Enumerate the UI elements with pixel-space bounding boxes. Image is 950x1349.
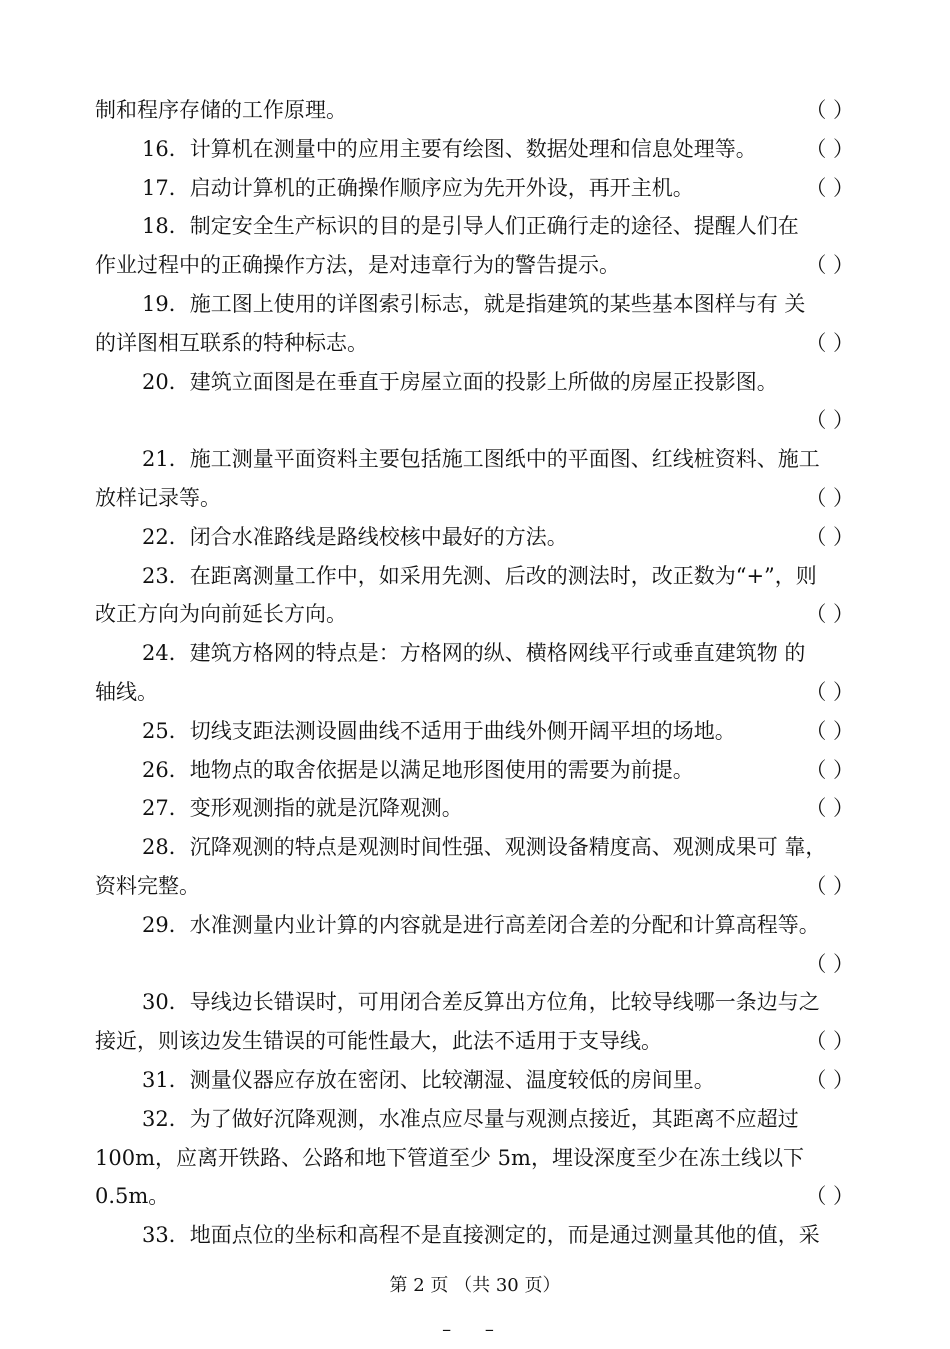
document-line	[95, 251, 860, 279]
answer-parenthesis: （ ）	[805, 680, 854, 704]
document-line	[95, 212, 860, 240]
answer-parenthesis: （ ）	[805, 253, 854, 277]
document-line	[95, 833, 860, 861]
document-line	[95, 717, 860, 745]
document-line	[95, 135, 860, 163]
document-line	[95, 756, 860, 784]
answer-parenthesis: （ ）	[805, 719, 854, 743]
line-text: 18．制定安全生产标识的目的是引导人们正确行走的途径、提醒人们在	[142, 214, 799, 238]
document-line	[95, 600, 860, 628]
line-text: 29．水准测量内业计算的内容就是进行高差闭合差的分配和计算高程等。	[142, 913, 820, 937]
document-line	[95, 1144, 860, 1172]
document-line	[95, 678, 860, 706]
answer-parenthesis: （ ）	[805, 602, 854, 626]
line-text: 27．变形观测指的就是沉降观测。	[142, 796, 463, 820]
answer-parenthesis: （ ）	[805, 408, 854, 432]
document-line	[95, 523, 860, 551]
line-text: 放样记录等。	[95, 486, 221, 510]
line-text: 接近，则该边发生错误的可能性最大，此法不适用于支导线。	[95, 1029, 662, 1053]
document-line	[95, 1105, 860, 1133]
document-line	[95, 639, 860, 667]
line-text: 制和程序存储的工作原理。	[95, 98, 347, 122]
document-line	[95, 1066, 860, 1094]
answer-parenthesis: （ ）	[805, 1184, 854, 1208]
line-text: 作业过程中的正确操作方法，是对违章行为的警告提示。	[95, 253, 620, 277]
document-line	[95, 794, 860, 822]
document-line	[95, 911, 860, 939]
answer-parenthesis: （ ）	[805, 98, 854, 122]
bottom-marks: – –	[442, 1319, 508, 1340]
answer-parenthesis: （ ）	[805, 874, 854, 898]
line-text: 资料完整。	[95, 874, 200, 898]
line-text: 19．施工图上使用的详图索引标志，就是指建筑的某些基本图样与有 关	[142, 292, 806, 316]
line-text: 16．计算机在测量中的应用主要有绘图、数据处理和信息处理等。	[142, 137, 757, 161]
line-text: 32．为了做好沉降观测，水准点应尽量与观测点接近，其距离不应超过	[142, 1107, 799, 1131]
document-line	[95, 290, 860, 318]
answer-parenthesis: （ ）	[805, 1068, 854, 1092]
document-line	[95, 484, 860, 512]
answer-parenthesis: （ ）	[805, 952, 854, 976]
line-text: 28．沉降观测的特点是观测时间性强、观测设备精度高、观测成果可 靠，	[142, 835, 827, 859]
answer-parenthesis: （ ）	[805, 137, 854, 161]
document-line	[95, 1221, 860, 1249]
line-text: 23．在距离测量工作中，如采用先测、后改的测法时，改正数为“+”，则	[142, 564, 817, 588]
line-text: 25．切线支距法测设圆曲线不适用于曲线外侧开阔平坦的场地。	[142, 719, 736, 743]
line-text: 33．地面点位的坐标和高程不是直接测定的，而是通过测量其他的值，采	[142, 1223, 820, 1247]
line-text: 100m，应离开铁路、公路和地下管道至少 5m，埋设深度至少在冻土线以下	[95, 1146, 804, 1170]
answer-parenthesis: （ ）	[805, 1029, 854, 1053]
document-line	[95, 562, 860, 590]
line-text: 26．地物点的取舍依据是以满足地形图使用的需要为前提。	[142, 758, 694, 782]
answer-parenthesis: （ ）	[805, 758, 854, 782]
line-text: 24．建筑方格网的特点是：方格网的纵、横格网线平行或垂直建筑物 的	[142, 641, 806, 665]
document-line	[95, 1027, 860, 1055]
answer-parenthesis: （ ）	[805, 486, 854, 510]
line-text: 的详图相互联系的特种标志。	[95, 331, 368, 355]
document-line	[95, 872, 860, 900]
line-text: 17．启动计算机的正确操作顺序应为先开外设，再开主机。	[142, 176, 694, 200]
line-text: 轴线。	[95, 680, 158, 704]
line-text: 20．建筑立面图是在垂直于房屋立面的投影上所做的房屋正投影图。	[142, 370, 778, 394]
page-number-footer: 第 2 页 （共 30 页）	[389, 1275, 561, 1296]
line-text: 21．施工测量平面资料主要包括施工图纸中的平面图、红线桩资料、施工	[142, 447, 820, 471]
line-text: 30．导线边长错误时，可用闭合差反算出方位角，比较导线哪一条边与之	[142, 990, 820, 1014]
document-line	[95, 96, 860, 124]
line-text: 31．测量仪器应存放在密闭、比较潮湿、温度较低的房间里。	[142, 1068, 715, 1092]
document-line	[95, 329, 860, 357]
document-line	[95, 1182, 860, 1210]
document-line	[95, 368, 860, 396]
line-text: 22．闭合水准路线是路线校核中最好的方法。	[142, 525, 568, 549]
document-line	[95, 988, 860, 1016]
answer-parenthesis: （ ）	[805, 525, 854, 549]
document-line	[95, 445, 860, 473]
line-text: 0.5m。	[95, 1184, 170, 1208]
answer-parenthesis: （ ）	[805, 176, 854, 200]
answer-parenthesis: （ ）	[805, 331, 854, 355]
answer-parenthesis: （ ）	[805, 796, 854, 820]
document-line	[95, 174, 860, 202]
line-text: 改正方向为向前延长方向。	[95, 602, 347, 626]
